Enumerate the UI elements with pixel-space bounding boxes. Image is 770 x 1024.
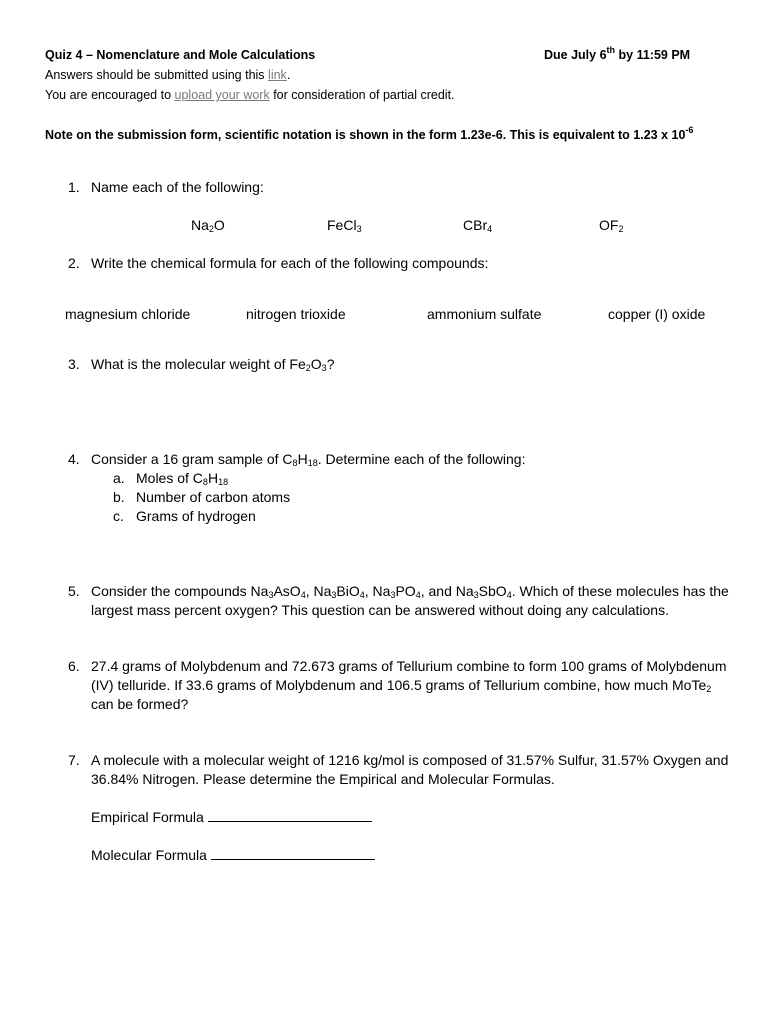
- empirical-formula-row: [91, 808, 372, 827]
- due-date: Due July 6th by 11:59 PM: [544, 45, 691, 62]
- q2-text: Write the chemical formula for each of the following compounds:: [91, 255, 489, 271]
- q2-item-copper-oxide: copper (I) oxide: [608, 306, 706, 322]
- q2-item-ammonium-sulfate: ammonium sulfate: [427, 306, 542, 322]
- q4a-text: Moles of $C_8H_{18}$: [136, 470, 229, 487]
- q4-text: Consider a 16 gram sample of $C_8H_{18}$. Determine each of the following:: [91, 451, 526, 468]
- upload-work-link[interactable]: upload your work: [174, 88, 270, 102]
- q5-text-line1: Consider the compounds $Na_3AsO_4$, $Na_3BiO_4$, $Na_3PO_4$, and $Na_3SbO_4$. Which of these molecules has the: [91, 583, 729, 600]
- q6-text-line3: can be formed?: [91, 696, 189, 712]
- q1-number: 1.: [68, 179, 80, 195]
- q6-text-line2: (IV) telluride. If 33.6 grams of Molybdenum and 106.5 grams of Tellurium combine, how much MoTe$_2$: [91, 677, 712, 694]
- q5-number: 5.: [68, 583, 80, 599]
- q4c-label: c.: [113, 508, 124, 524]
- molecular-formula-row: [91, 846, 375, 865]
- upload-instructions: You are encouraged to upload your work for consideration of partial credit.: [45, 88, 455, 102]
- q1-compound-cbr4: CBr$_4$: [463, 217, 493, 234]
- q4b-label: b.: [113, 489, 125, 505]
- q1-compound-na2o: $Na_2O$: [191, 217, 225, 234]
- empirical-formula-blank[interactable]: [208, 808, 372, 822]
- q6-text-line1: 27.4 grams of Molybdenum and 72.673 grams of Tellurium combine to form 100 grams of Molybdenum: [91, 658, 727, 674]
- q1-compound-of2: $OF_2$: [599, 217, 624, 234]
- q7-number: 7.: [68, 752, 80, 768]
- q5-text-line2: largest mass percent oxygen? This question can be answered without doing any calculations.: [91, 602, 669, 618]
- q2-number: 2.: [68, 255, 80, 271]
- quiz-title: Quiz 4 – Nomenclature and Mole Calculations: [45, 48, 316, 62]
- q7-text-line2: 36.84% Nitrogen. Please determine the Empirical and Molecular Formulas.: [91, 771, 555, 787]
- molecular-formula-label: Molecular Formula: [91, 847, 211, 863]
- q2-item-magnesium-chloride: magnesium chloride: [65, 306, 191, 322]
- q4-number: 4.: [68, 451, 80, 467]
- empirical-formula-label: Empirical Formula: [91, 809, 208, 825]
- q6-number: 6.: [68, 658, 80, 674]
- q2-item-nitrogen-trioxide: nitrogen trioxide: [246, 306, 346, 322]
- scientific-notation-note: Note on the submission form, scientific notation is shown in the form 1.23e-6. This is equivalent to 1.23 x $10^{-6}$: [45, 125, 694, 142]
- q1-compound-fecl3: FeCl$_3$: [327, 217, 362, 234]
- q3-text: What is the molecular weight of $Fe_2O_3$?: [91, 356, 335, 373]
- q1-text: Name each of the following:: [91, 179, 264, 195]
- q4b-text: Number of carbon atoms: [136, 489, 291, 505]
- q4a-label: a.: [113, 470, 125, 486]
- q4c-text: Grams of hydrogen: [136, 508, 256, 524]
- submission-instructions: Answers should be submitted using this link.: [45, 68, 291, 82]
- submission-link[interactable]: link: [268, 68, 287, 82]
- molecular-formula-blank[interactable]: [211, 846, 375, 860]
- q7-text-line1: A molecule with a molecular weight of 1216 kg/mol is composed of 31.57% Sulfur, 31.57% Oxygen and: [91, 752, 729, 768]
- q3-number: 3.: [68, 356, 80, 372]
